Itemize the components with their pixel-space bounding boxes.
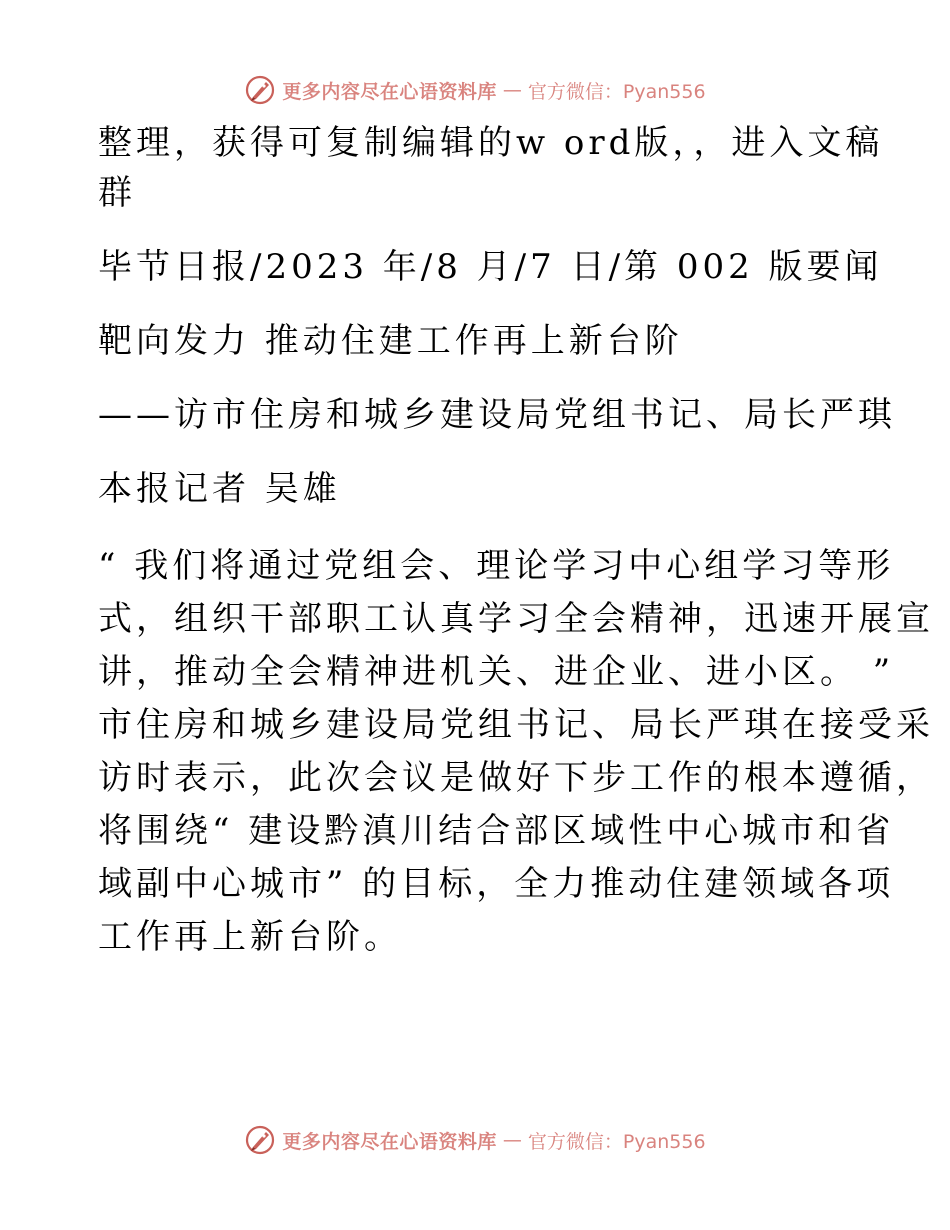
banner-wechat-text: 官方微信：Pyan556 <box>527 1130 706 1153</box>
byline: 本报记者 吴雄 <box>98 469 341 509</box>
banner-wechat-text: 官方微信：Pyan556 <box>527 80 706 103</box>
body-line: 式，组织干部职工认真学习全会精神，迅速开展宣 <box>98 599 934 639</box>
banner-main-text: 更多内容尽在心语资料库 <box>282 80 497 103</box>
intro-line-1: 整理，获得可复制编辑的w ord版，，进入文稿 <box>98 123 884 163</box>
footer-banner <box>0 1120 950 1160</box>
banner-inner <box>244 1124 705 1156</box>
quill-pen-seal-icon <box>244 1124 276 1156</box>
body-line: 访时表示，此次会议是做好下步工作的根本遵循， <box>98 758 934 798</box>
document-body <box>98 118 934 964</box>
intro-line-2: 群 <box>98 173 136 213</box>
body-line: 市住房和城乡建设局党组书记、局长严琪在接受采 <box>98 705 934 745</box>
source-line: 毕节日报/2023 年/8 月/7 日/第 002 版要闻 <box>98 247 883 287</box>
body-line: “ 我们将通过党组会、理论学习中心组学习等形 <box>98 546 895 586</box>
body-line: 域副中心城市” 的目标，全力推动住建领域各项 <box>98 864 895 904</box>
banner-main-text: 更多内容尽在心语资料库 <box>282 1130 497 1153</box>
body-line: 将围绕“ 建设黔滇川结合部区域性中心城市和省 <box>98 811 895 851</box>
body-line: 讲，推动全会精神进机关、进企业、进小区。 ” <box>98 652 895 692</box>
body-paragraph <box>98 540 934 964</box>
subheadline: ——访市住房和城乡建设局党组书记、局长严琪 <box>98 395 896 435</box>
body-line: 工作再上新台阶。 <box>98 917 402 957</box>
header-banner <box>0 70 950 110</box>
quill-pen-seal-icon <box>244 74 276 106</box>
banner-dash: — <box>502 1129 522 1151</box>
banner-inner <box>244 74 705 106</box>
banner-dash: — <box>502 79 522 101</box>
headline: 靶向发力 推动住建工作再上新台阶 <box>98 321 683 361</box>
